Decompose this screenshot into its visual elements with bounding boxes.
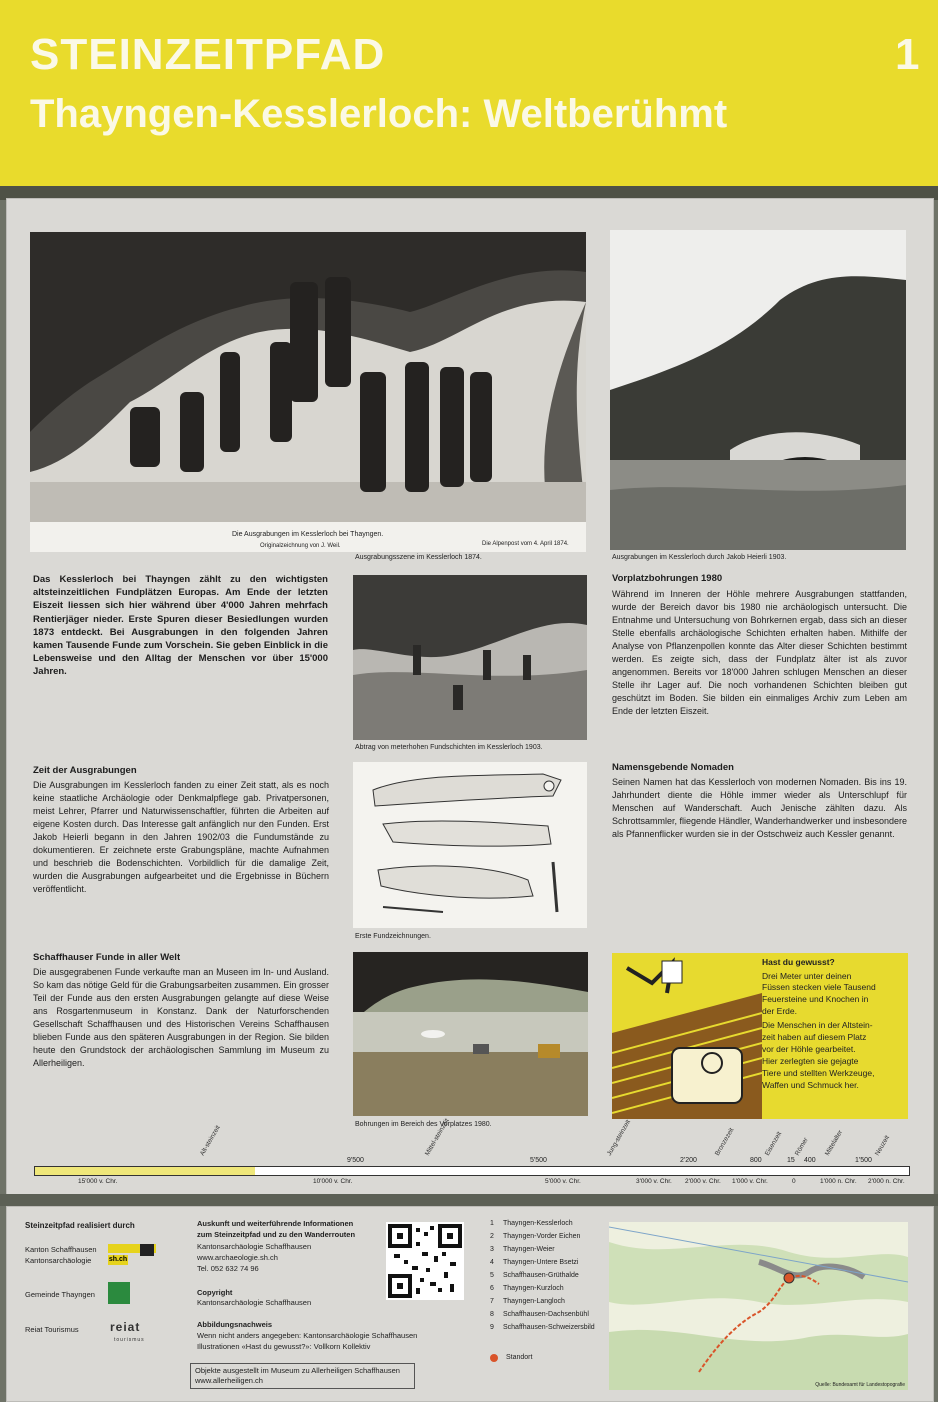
engraving-caption: Ausgrabungsszene im Kesslerloch 1874. bbox=[355, 554, 482, 561]
did-you-know-box bbox=[612, 953, 908, 1119]
abtrag-caption: Abtrag von meterhohen Fundschichten im Kesslerloch 1903. bbox=[355, 744, 543, 751]
timeline-bottom-tick: 1'000 n. Chr. bbox=[820, 1178, 857, 1185]
abbildung-title: Abbildungsnachweis bbox=[197, 1320, 273, 1329]
timeline-bottom-tick: 2'000 n. Chr. bbox=[868, 1178, 905, 1185]
sh-logo bbox=[108, 1244, 156, 1266]
excavation-photo bbox=[353, 575, 587, 740]
heierli-photo bbox=[610, 230, 906, 550]
did-you-know-line: Die Menschen in der Altstein- bbox=[762, 1020, 873, 1030]
drawings-caption: Erste Fundzeichnungen. bbox=[355, 933, 431, 940]
station-number: 9 bbox=[490, 1324, 494, 1331]
qr-code-pattern bbox=[386, 1222, 464, 1300]
timeline-top-tick: 5'500 bbox=[530, 1157, 547, 1164]
timeline-top-tick: 9'500 bbox=[347, 1157, 364, 1164]
timeline-top-tick: 15 bbox=[787, 1157, 795, 1164]
funde-text: Die ausgegrabenen Funde verkaufte man an Museen im In- und Ausland. So kam das nötige Geld für die Grabungsarbeiten zusammen. Ein grosser Teil der Funde aus den ersten Ausgrabungen gelangte auf diese Weise ans Rosgartenmuseum in Konstanz. Dank der Naturforschenden Gesellschaft Schaffhausen und des Historischen Vereins Schaffhausen blieben Funde aus den späteren Ausgrabungen in der Region. Sie bilden heute den Grundstock der archäologischen Sammlung im Museum zu Allerheiligen. bbox=[33, 967, 329, 1068]
did-you-know-line: zeit haben auf diesem Platz bbox=[762, 1032, 867, 1042]
cave-engraving bbox=[30, 232, 586, 522]
timeline-era: Eisenzeit bbox=[763, 1130, 784, 1157]
intro-text: Das Kesslerloch bei Thayngen zählt zu den wichtigsten altsteinzeitlichen Fundplätzen Europas. Am Ende der letzten Eiszeit liessen sich hier während über 4'000 Jahren mehrfach Rentierjäger nieder. Erste Spuren dieser Besiedlungen wurden 1873 entdeckt. Bei Ausgrabungen in den folgenden Jahren kamen Tausende Funde zum Vorschein. Sie geben Einblick in die Lebensweise und den Alltag der Menschen vor über 15'000 Jahren. bbox=[33, 574, 328, 678]
funde-heading: Schaffhauser Funde in aller Welt bbox=[33, 952, 181, 963]
station-name: Thayngen-Vorder Eichen bbox=[503, 1233, 581, 1240]
station-name: Thayngen-Kurzloch bbox=[503, 1285, 564, 1292]
museum-box bbox=[190, 1363, 415, 1389]
timeline-bottom-tick: 15'000 v. Chr. bbox=[78, 1178, 118, 1185]
did-you-know-line: der Erde. bbox=[762, 1006, 797, 1016]
abbildung-line: Wenn nicht anders angegeben: Kantonsarchäologie Schaffhausen bbox=[197, 1331, 418, 1340]
station-name: Schaffhausen-Dachsenbühl bbox=[503, 1311, 589, 1318]
sh-logo-text: sh.ch bbox=[108, 1256, 128, 1263]
bohrungen-photo bbox=[353, 952, 588, 1116]
station-name: Schaffhausen-Schweizersbild bbox=[503, 1324, 595, 1331]
abtrag-photo bbox=[353, 575, 587, 740]
engraving-inner-title: Die Ausgrabungen im Kesslerloch bei Thayngen. bbox=[232, 531, 384, 538]
ram-icon bbox=[140, 1244, 154, 1256]
timeline-era: Alt-steinzeit bbox=[198, 1124, 222, 1157]
standort-label: Standort bbox=[506, 1354, 533, 1361]
station-name: Thayngen-Langloch bbox=[503, 1298, 565, 1305]
cave-hill-photo bbox=[610, 230, 906, 550]
did-you-know-line: Füssen stecken viele Tausend bbox=[762, 982, 876, 992]
museum-link[interactable]: www.allerheiligen.ch bbox=[195, 1376, 263, 1385]
partner-name: Gemeinde Thayngen bbox=[25, 1290, 95, 1299]
abbildung-line: Illustrationen «Hast du gewusst?»: Vollkorn Kollektiv bbox=[197, 1342, 371, 1351]
nomaden-heading: Namensgebende Nomaden bbox=[612, 762, 734, 773]
bohrungen-caption: Bohrungen im Bereich des Vorplatzes 1980. bbox=[355, 1121, 492, 1128]
timeline-top-tick: 1'500 bbox=[855, 1157, 872, 1164]
timeline-era: Mittel-steinzeit bbox=[423, 1117, 451, 1157]
station-number: 5 bbox=[490, 1272, 494, 1279]
sign-title: Thayngen-Kesslerloch: Weltberühmt bbox=[30, 92, 728, 136]
route-map[interactable] bbox=[609, 1222, 908, 1390]
did-you-know-title: Hast du gewusst? bbox=[762, 957, 835, 967]
vorplatz-heading: Vorplatzbohrungen 1980 bbox=[612, 573, 723, 584]
station-name: Thayngen-Untere Bsetzi bbox=[503, 1259, 579, 1266]
qr-code[interactable] bbox=[386, 1222, 464, 1300]
did-you-know-illustration bbox=[612, 953, 762, 1119]
copyright-title: Copyright bbox=[197, 1288, 233, 1297]
standort-marker-icon bbox=[490, 1354, 498, 1362]
did-you-know-line: Tiere und stellten Werkzeuge, bbox=[762, 1068, 875, 1078]
station-number: 1 bbox=[895, 30, 920, 79]
auskunft-line: Kantonsarchäologie Schaffhausen bbox=[197, 1242, 312, 1251]
vorplatz-text: Während im Inneren der Höhle mehrere Ausgrabungen stattfanden, wurde der Bereich davor bis 1980 nie archäologisch untersucht. Die Entnahme und Untersuchung von Bohrkernen ergab, dass sich an dieser Stelle ebenfalls archäologische Schichten erhalten haben. Mithilfe der Analyse von Pflanzenpollen konnte das Alter dieser Schichten bestimmt werden. Es zeigte sich, dass der Fundplatz älter ist als zuvor angenommen. Bereits vor 18'000 Jahren schlugen Menschen an dieser Stelle ihr Lager auf. Die noch vorhandenen Schichten bleiben gut geschützt im Boden. Sie bilden ein einmaliges Archiv zum Leben am Ende der letzten Eiszeit. bbox=[612, 589, 907, 716]
station-name: Thayngen-Kesslerloch bbox=[503, 1220, 573, 1227]
timeline-era: Jung-steinzeit bbox=[605, 1118, 633, 1157]
auskunft-link[interactable]: www.archaeologie.sh.ch bbox=[197, 1253, 278, 1262]
did-you-know-line: Waffen und Schmuck her. bbox=[762, 1080, 859, 1090]
timeline-era: Römer bbox=[793, 1136, 810, 1157]
timeline-bottom-tick: 0 bbox=[792, 1178, 796, 1185]
auskunft-title: Auskunft und weiterführende Informationen bbox=[197, 1219, 354, 1228]
reiat-logo-sub: tourismus bbox=[114, 1337, 145, 1343]
zeit-heading: Zeit der Ausgrabungen bbox=[33, 765, 137, 776]
auskunft-phone: Tel. 052 632 74 96 bbox=[197, 1264, 259, 1273]
partner-name: Kantonsarchäologie bbox=[25, 1256, 92, 1265]
series-title: STEINZEITPFAD bbox=[30, 30, 386, 79]
station-name: Thayngen-Weier bbox=[503, 1246, 555, 1253]
did-you-know-line: Hier zerlegten sie gejagte bbox=[762, 1056, 859, 1066]
station-number: 3 bbox=[490, 1246, 494, 1253]
engraving-inner-credit: Originalzeichnung von J. Weil. bbox=[260, 543, 341, 549]
timeline-top-tick: 800 bbox=[750, 1157, 762, 1164]
map-source: Quelle: Bundesamt für Landestopografie bbox=[815, 1382, 905, 1388]
timeline-top-tick: 400 bbox=[804, 1157, 816, 1164]
timeline-altsteinzeit-fill bbox=[35, 1167, 255, 1175]
station-number: 4 bbox=[490, 1259, 494, 1266]
station-number: 7 bbox=[490, 1298, 494, 1305]
heierli-caption: Ausgrabungen im Kesslerloch durch Jakob Heierli 1903. bbox=[612, 554, 787, 561]
did-you-know-line: Feuersteine und Knochen in bbox=[762, 994, 869, 1004]
zeit-text: Die Ausgrabungen im Kesslerloch fanden zu einer Zeit statt, als es noch keine staatliche Archäologie oder Denkmalpflege gab. Privatpersonen, meist Lehrer, Pfarrer und Naturwissenschaftler, führten die Arbeiten auf eigene Kosten durch. Das Interesse galt anfänglich nur den Funden. Erst Jakob Heierli begann in den Jahren 1902/03 die Fundumstände zu dokumentieren. Er zeichnete erste Grabungspläne, machte Aufnahmen und beschrieb die Bodenschichten. Vorbildlich für die damalige Zeit, wurden die Ausgrabungen aufgearbeitet und die Ergebnisse in Büchern veröffentlicht. bbox=[33, 780, 329, 894]
reiat-logo: reiat bbox=[110, 1320, 141, 1334]
timeline-era: Bronzezeit bbox=[713, 1126, 736, 1157]
fund-drawings bbox=[353, 762, 587, 928]
realisiert-label: Steinzeitpfad realisiert durch bbox=[25, 1221, 135, 1230]
timeline-top-tick: 2'200 bbox=[680, 1157, 697, 1164]
timeline-bottom-tick: 5'000 v. Chr. bbox=[545, 1178, 581, 1185]
did-you-know-line: Drei Meter unter deinen bbox=[762, 971, 852, 981]
topo-map bbox=[609, 1222, 908, 1390]
timeline-bottom-tick: 10'000 v. Chr. bbox=[313, 1178, 353, 1185]
station-number: 8 bbox=[490, 1311, 494, 1318]
nomaden-text: Seinen Namen hat das Kesslerloch von modernen Nomaden. Bis ins 19. Jahrhundert diente die Höhle immer wieder als Unterschlupf für Menschen auf Wanderschaft. Auch Jenische zählten dazu. Als Schrottsammler, fliegende Händler, Wanderhandwerker und insbesondere als Pfannenflicker wurden sie in der Ostschweiz auch Kessler genannt. bbox=[612, 777, 907, 839]
auskunft-title-2: zum Steinzeitpfad und zu den Wanderrouten bbox=[197, 1230, 356, 1239]
did-you-know-line: vor der Höhle gearbeitet. bbox=[762, 1044, 856, 1054]
station-number: 1 bbox=[490, 1220, 494, 1227]
timeline-era: Mittelalter bbox=[823, 1129, 845, 1157]
station-name: Schaffhausen-Grüthalde bbox=[503, 1272, 579, 1279]
museum-line: Objekte ausgestellt im Museum zu Allerheiligen Schaffhausen bbox=[195, 1366, 400, 1375]
partner-name: Kanton Schaffhausen bbox=[25, 1245, 97, 1254]
thayngen-logo bbox=[108, 1282, 130, 1304]
station-number: 2 bbox=[490, 1233, 494, 1240]
antler-drawings bbox=[353, 762, 587, 928]
board-gap bbox=[0, 1194, 938, 1206]
engraving-inner-source: Die Alpenpost vom 4. April 1874. bbox=[482, 541, 569, 547]
timeline-era: Neuzeit bbox=[873, 1134, 892, 1157]
timeline-bottom-tick: 3'000 v. Chr. bbox=[636, 1178, 672, 1185]
drilling-photo bbox=[353, 952, 588, 1116]
station-number: 6 bbox=[490, 1285, 494, 1292]
partner-name: Reiat Tourismus bbox=[25, 1325, 79, 1334]
engraving-image bbox=[30, 232, 586, 552]
copyright-line: Kantonsarchäologie Schaffhausen bbox=[197, 1298, 312, 1307]
timeline-bottom-tick: 1'000 v. Chr. bbox=[732, 1178, 768, 1185]
timeline-bottom-tick: 2'000 v. Chr. bbox=[685, 1178, 721, 1185]
